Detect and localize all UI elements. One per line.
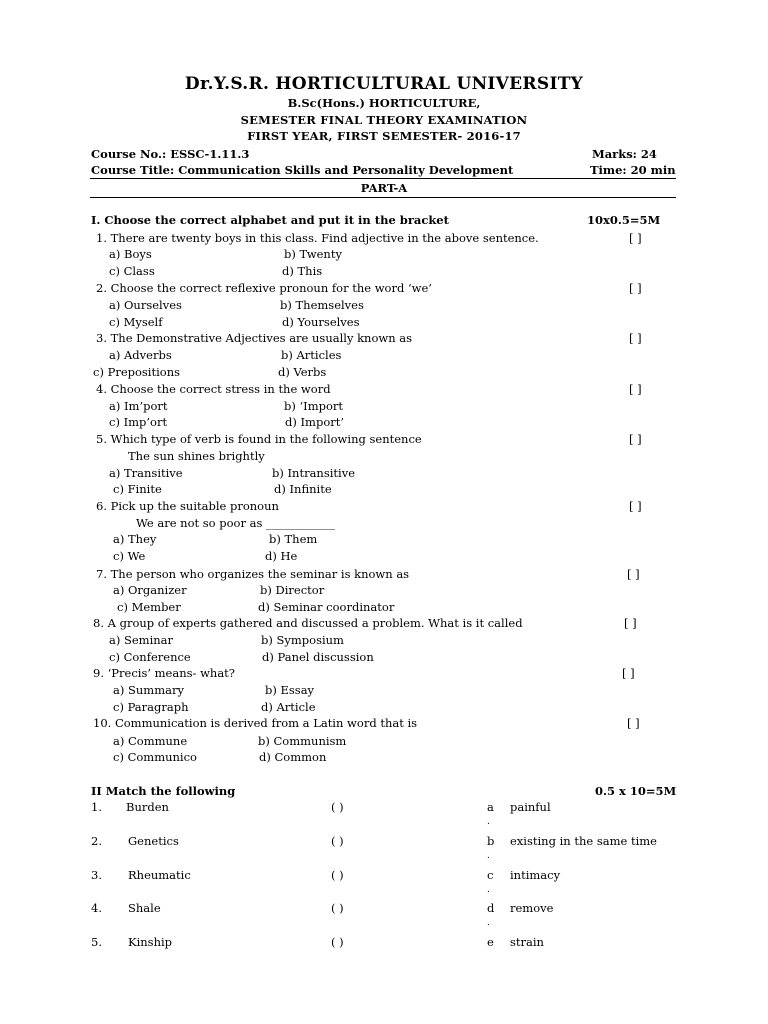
option-7a: a) Organizer bbox=[113, 583, 187, 597]
option-3a: a) Adverbs bbox=[109, 348, 172, 362]
match-number-3: 3. bbox=[91, 868, 102, 882]
question-5-sentence: The sun shines brightly bbox=[128, 449, 265, 463]
option-10a: a) Commune bbox=[113, 734, 188, 748]
answer-bracket-7: [ ] bbox=[627, 567, 640, 581]
answer-bracket-3: [ ] bbox=[629, 331, 642, 345]
match-dot-a: . bbox=[487, 817, 490, 827]
exam-line: SEMESTER FINAL THEORY EXAMINATION bbox=[240, 113, 528, 127]
match-letter-e: e bbox=[487, 935, 494, 949]
question-3: 3. The Demonstrative Adjectives are usually known as bbox=[96, 331, 413, 345]
option-6c: c) We bbox=[113, 549, 146, 563]
section1-marks: 10x0.5=5M bbox=[587, 213, 661, 227]
option-4b: b) ‘Import bbox=[284, 399, 344, 413]
option-5b: b) Intransitive bbox=[272, 466, 356, 480]
option-9a: a) Summary bbox=[113, 683, 184, 697]
option-3c: c) Prepositions bbox=[93, 365, 181, 379]
course-title: Course Title: Communication Skills and Personality Development bbox=[91, 163, 514, 177]
question-7: 7. The person who organizes the seminar is known as bbox=[96, 567, 410, 581]
option-6b: b) Them bbox=[269, 532, 318, 546]
match-letter-b: b bbox=[487, 834, 495, 848]
match-option-c: intimacy bbox=[510, 868, 561, 882]
option-5c: c) Finite bbox=[113, 482, 162, 496]
question-6-sentence: We are not so poor as ____________ bbox=[136, 516, 336, 530]
section2-title: II Match the following bbox=[91, 784, 236, 798]
section1-title: I. Choose the correct alphabet and put it in the bracket bbox=[91, 213, 449, 227]
match-number-4: 4. bbox=[91, 901, 102, 915]
section2-marks: 0.5 x 10=5M bbox=[595, 784, 677, 798]
match-term-3: Rheumatic bbox=[128, 868, 191, 882]
option-1d: d) This bbox=[282, 264, 323, 278]
option-5a: a) Transitive bbox=[109, 466, 183, 480]
option-1a: a) Boys bbox=[109, 247, 152, 261]
question-4: 4. Choose the correct stress in the word bbox=[96, 382, 331, 396]
option-4c: c) Imp’ort bbox=[109, 415, 168, 429]
match-dot-b: . bbox=[487, 851, 490, 861]
answer-bracket-4: [ ] bbox=[629, 382, 642, 396]
answer-bracket-9: [ ] bbox=[622, 666, 635, 680]
answer-bracket-5: [ ] bbox=[629, 432, 642, 446]
option-10b: b) Communism bbox=[258, 734, 347, 748]
match-number-1: 1. bbox=[91, 800, 102, 814]
question-1: 1. There are twenty boys in this class. Find adjective in the above sentence. bbox=[96, 231, 539, 245]
option-2b: b) Themselves bbox=[280, 298, 364, 312]
year-line: FIRST YEAR, FIRST SEMESTER- 2016-17 bbox=[247, 129, 521, 143]
match-term-4: Shale bbox=[128, 901, 161, 915]
answer-bracket-2: [ ] bbox=[629, 281, 642, 295]
question-5: 5. Which type of verb is found in the following sentence bbox=[96, 432, 422, 446]
option-7c: c) Member bbox=[117, 600, 181, 614]
course-number: Course No.: ESSC-1.11.3 bbox=[91, 147, 250, 161]
marks-total: Marks: 24 bbox=[592, 147, 657, 161]
option-7d: d) Seminar coordinator bbox=[258, 600, 395, 614]
question-8: 8. A group of experts gathered and discussed a problem. What is it called bbox=[93, 616, 523, 630]
option-6d: d) He bbox=[265, 549, 298, 563]
answer-bracket-6: [ ] bbox=[629, 499, 642, 513]
match-option-e: strain bbox=[510, 935, 544, 949]
option-1b: b) Twenty bbox=[284, 247, 342, 261]
match-dot-d: . bbox=[487, 918, 490, 928]
option-10c: c) Communico bbox=[113, 750, 197, 764]
option-4d: d) Import’ bbox=[285, 415, 345, 429]
match-paren-3: ( ) bbox=[331, 868, 344, 882]
part-label: PART-A bbox=[360, 181, 408, 195]
option-3b: b) Articles bbox=[281, 348, 342, 362]
option-4a: a) Im’port bbox=[109, 399, 168, 413]
option-8c: c) Conference bbox=[109, 650, 191, 664]
option-5d: d) Infinite bbox=[274, 482, 332, 496]
match-letter-c: c bbox=[487, 868, 494, 882]
question-2: 2. Choose the correct reflexive pronoun for the word ‘we’ bbox=[96, 281, 432, 295]
question-6: 6. Pick up the suitable pronoun bbox=[96, 499, 279, 513]
match-option-d: remove bbox=[510, 901, 554, 915]
match-letter-a: a bbox=[487, 800, 494, 814]
match-number-5: 5. bbox=[91, 935, 102, 949]
option-2d: d) Yourselves bbox=[282, 315, 360, 329]
match-paren-4: ( ) bbox=[331, 901, 344, 915]
match-number-2: 2. bbox=[91, 834, 102, 848]
match-letter-d: d bbox=[487, 901, 495, 915]
header-divider-bottom bbox=[90, 197, 676, 198]
option-8a: a) Seminar bbox=[109, 633, 174, 647]
option-6a: a) They bbox=[113, 532, 157, 546]
option-9d: d) Article bbox=[261, 700, 316, 714]
answer-bracket-8: [ ] bbox=[624, 616, 637, 630]
option-8b: b) Symposium bbox=[261, 633, 344, 647]
option-9c: c) Paragraph bbox=[113, 700, 189, 714]
answer-bracket-10: [ ] bbox=[627, 716, 640, 730]
option-2a: a) Ourselves bbox=[109, 298, 182, 312]
answer-bracket-1: [ ] bbox=[629, 231, 642, 245]
option-1c: c) Class bbox=[109, 264, 155, 278]
match-dot-c: . bbox=[487, 885, 490, 895]
degree-line: B.Sc(Hons.) HORTICULTURE, bbox=[287, 96, 481, 110]
match-paren-1: ( ) bbox=[331, 800, 344, 814]
question-9: 9. ‘Precis’ means- what? bbox=[93, 666, 235, 680]
time-limit: Time: 20 min bbox=[590, 163, 676, 177]
question-10: 10. Communication is derived from a Latin word that is bbox=[93, 716, 418, 730]
match-paren-5: ( ) bbox=[331, 935, 344, 949]
option-8d: d) Panel discussion bbox=[262, 650, 374, 664]
option-3d: d) Verbs bbox=[278, 365, 327, 379]
match-term-1: Burden bbox=[126, 800, 169, 814]
option-2c: c) Myself bbox=[109, 315, 163, 329]
match-term-5: Kinship bbox=[128, 935, 173, 949]
match-option-a: painful bbox=[510, 800, 551, 814]
match-paren-2: ( ) bbox=[331, 834, 344, 848]
header-divider-top bbox=[90, 178, 676, 179]
option-7b: b) Director bbox=[260, 583, 325, 597]
match-term-2: Genetics bbox=[128, 834, 179, 848]
university-title: Dr.Y.S.R. HORTICULTURAL UNIVERSITY bbox=[184, 74, 584, 94]
option-10d: d) Common bbox=[259, 750, 327, 764]
option-9b: b) Essay bbox=[265, 683, 315, 697]
match-option-b: existing in the same time bbox=[510, 834, 657, 848]
